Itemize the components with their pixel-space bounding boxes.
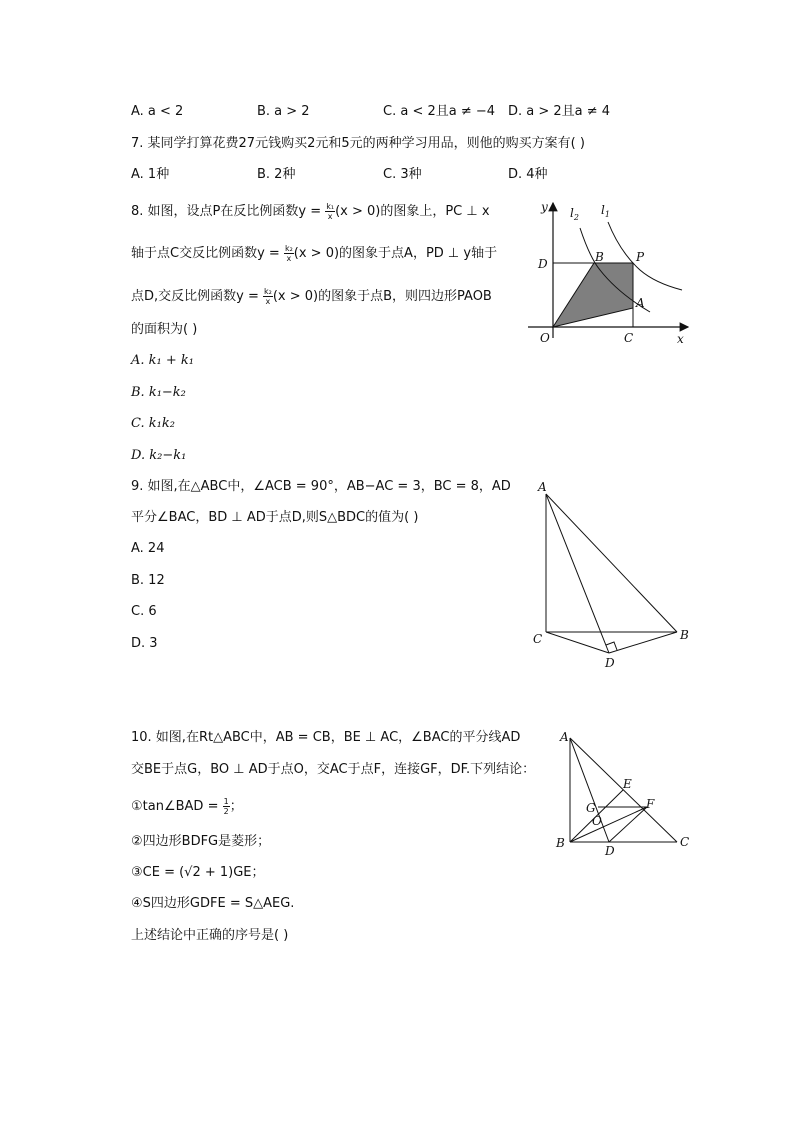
q8-label-a: A (636, 296, 645, 310)
q6-option-a: A. a < 2 (131, 104, 184, 119)
q6-option-c: C. a < 2且a ≠ −4 (383, 104, 496, 119)
q8-option-a: A. k₁ + k₁ (131, 353, 194, 368)
q7-option-b: B. 2种 (257, 167, 296, 182)
q10-conclusion-4: ④S四边形GDFE = S△AEG. (131, 896, 295, 911)
q8-fraction-1-den: x (327, 212, 333, 221)
q10-conclusion-2: ②四边形BDFG是菱形； (131, 834, 271, 849)
q9-label-d: D (605, 656, 615, 670)
q8-line-1-a: 8. 如图，设点P在反比例函数y = (131, 204, 326, 219)
q9-segment-cd (546, 632, 609, 653)
q10-label-d: D (605, 844, 615, 858)
q8-figure (518, 195, 698, 355)
q10-figure (550, 728, 700, 858)
q8-shaded-quadrilateral (553, 263, 633, 327)
q8-line-3 (131, 287, 492, 306)
q7-option-c: C. 3种 (383, 167, 422, 182)
q6-option-b: B. a > 2 (257, 104, 310, 119)
q9-label-c: C (533, 632, 543, 646)
q10-label-e: E (623, 777, 632, 791)
q8-label-d: D (538, 257, 548, 271)
q8-line-1-b: (x > 0)的图象上，PC ⊥ x (335, 204, 490, 219)
q8-line-3-a: 点D,交反比例函数y = (131, 289, 263, 304)
q10-label-o: O (592, 814, 602, 828)
q8-label-l1-main: l (601, 203, 605, 217)
q8-fraction-1-num: k₁ (326, 202, 335, 211)
q10-line-2: 交BE于点G，BO ⊥ AD于点O，交AC于点F，连接GF，DF.下列结论： (131, 762, 536, 777)
q10-fraction (223, 797, 230, 816)
q8-line-3-b: (x > 0)的图象于点B，则四边形PAOB (272, 289, 492, 304)
q10-label-a: A (560, 730, 569, 744)
q10-segment-bf (570, 807, 647, 842)
q8-label-l2-sub: 2 (573, 213, 579, 222)
q10-line-1: 10. 如图,在Rt△ABC中，AB = CB，BE ⊥ AC，∠BAC的平分线AD (131, 730, 521, 745)
q10-conclusion-1-a: ①tan∠BAD = (131, 799, 223, 814)
q8-option-d: D. k₂−k₁ (131, 448, 187, 463)
q8-label-x: x (677, 332, 684, 346)
q10-label-c: C (680, 835, 690, 849)
q10-conclusion-1 (131, 797, 243, 816)
q8-fraction-3 (263, 287, 273, 306)
q7-stem: 7. 某同学打算花费27元钱购买2元和5元的两种学习用品，则他的购买方案有( ) (131, 136, 585, 151)
q8-fraction-1 (325, 202, 335, 221)
q8-label-y: y (541, 200, 548, 214)
q10-label-f: F (646, 797, 655, 811)
q8-fraction-2 (284, 244, 294, 263)
q8-option-b: B. k₁−k₂ (131, 385, 186, 400)
q9-figure (528, 478, 698, 668)
q10-fraction-den: 2 (223, 807, 229, 816)
q8-line-2 (131, 244, 497, 263)
q9-option-d: D. 3 (131, 636, 158, 651)
q10-fraction-num: 1 (223, 797, 229, 806)
q7-option-a: A. 1种 (131, 167, 170, 182)
q8-fraction-3-num: k₂ (264, 287, 272, 296)
q8-fraction-3-den: x (265, 297, 271, 306)
q9-segment-ad (546, 494, 609, 653)
q8-label-l1-sub: 1 (604, 210, 610, 219)
q10-tail: 上述结论中正确的序号是( ) (131, 928, 289, 943)
q9-segment-ab (546, 494, 677, 632)
q8-label-l1 (601, 203, 610, 219)
q8-option-c: C. k₁k₂ (131, 416, 175, 431)
q8-line-2-b: (x > 0)的图象于点A，PD ⊥ y轴于 (293, 246, 498, 261)
q10-label-b: B (556, 836, 565, 850)
q9-label-a: A (538, 480, 547, 494)
q9-segment-bd (609, 632, 677, 653)
q8-fraction-2-num: k₂ (284, 244, 293, 253)
q8-label-p: P (636, 250, 645, 264)
q9-option-b: B. 12 (131, 573, 165, 588)
q10-conclusion-1-b: ； (229, 799, 243, 814)
q8-label-l2-main: l (570, 206, 574, 220)
q9-label-b: B (680, 628, 689, 642)
q8-line-2-a: 轴于点C交反比例函数y = (131, 246, 284, 261)
q9-line-2: 平分∠BAC，BD ⊥ AD于点D,则S△BDC的值为( ) (131, 510, 419, 525)
q8-line-1 (131, 202, 490, 221)
q8-fraction-2-den: x (286, 254, 292, 263)
q10-label-g: G (586, 801, 596, 815)
q6-option-d: D. a > 2且a ≠ 4 (508, 104, 611, 119)
q8-line-4: 的面积为( ) (131, 322, 198, 337)
q9-line-1: 9. 如图,在△ABC中，∠ACB = 90°，AB−AC = 3，BC = 8，AD (131, 479, 511, 494)
q8-label-b: B (595, 250, 604, 264)
q8-label-c: C (624, 331, 634, 345)
q7-option-d: D. 4种 (508, 167, 548, 182)
q9-option-a: A. 24 (131, 541, 165, 556)
q10-conclusion-3: ③CE = (√2 + 1)GE； (131, 865, 265, 880)
q8-label-o: O (540, 331, 550, 345)
q9-option-c: C. 6 (131, 604, 157, 619)
q10-segment-df (609, 807, 647, 842)
q8-label-l2 (570, 206, 579, 222)
